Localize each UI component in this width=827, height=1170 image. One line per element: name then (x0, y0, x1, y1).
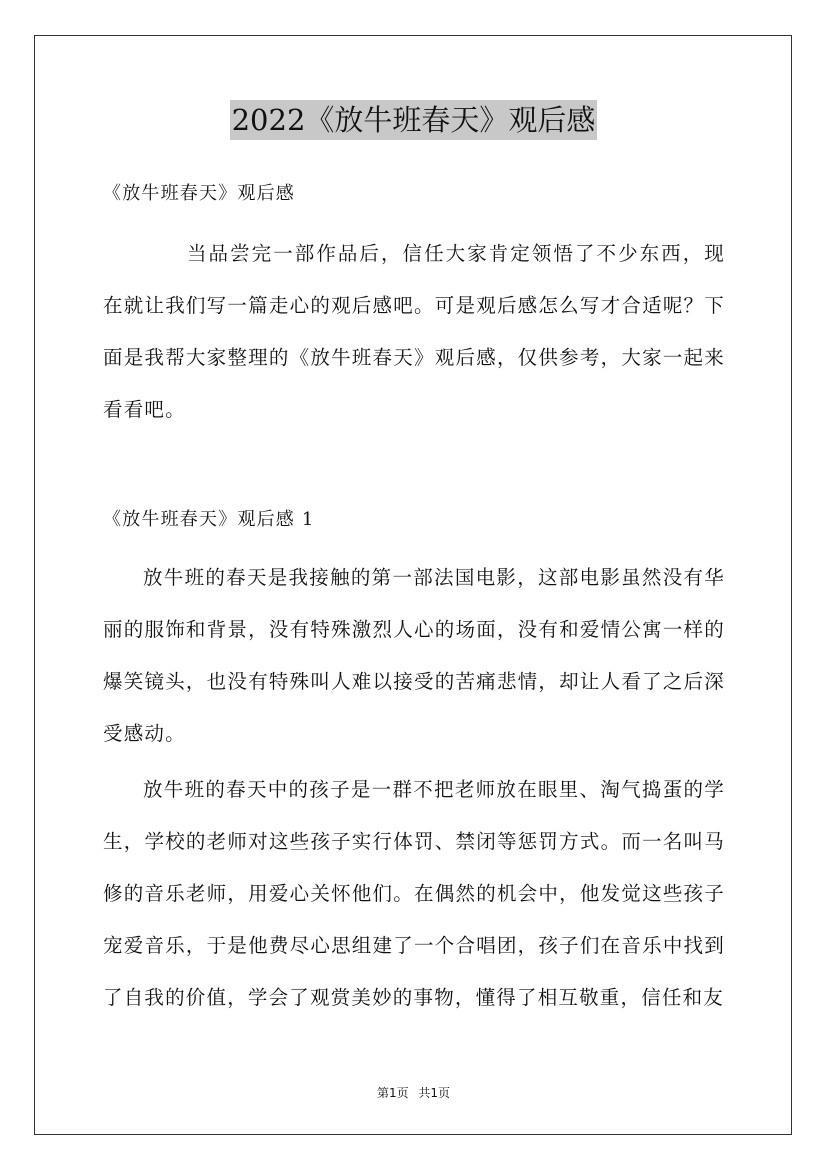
document-title: 2022《放牛班春天》观后感 (230, 100, 598, 140)
document-subtitle: 《放牛班春天》观后感 (103, 183, 295, 204)
page-number: 第1页 (376, 1086, 409, 1100)
body-paragraph-1: 放牛班的春天是我接触的第一部法国电影，这部电影虽然没有华丽的服饰和背景，没有特殊激烈人心的场面，没有和爱情公寓一样的爆笑镜头，也没有特殊叫人难以接受的苦痛悲情，却让人看了之后深受感动。 (103, 566, 725, 745)
page-total: 共1页 (418, 1086, 451, 1100)
title-container (0, 100, 827, 140)
body-paragraph-2: 放牛班的春天中的孩子是一群不把老师放在眼里、淘气捣蛋的学生，学校的老师对这些孩子实行体罚、禁闭等惩罚方式。而一名叫马修的音乐老师，用爱心关怀他们。在偶然的机会中，他发觉这些孩子宠爱音乐，于是他费尽心思组建了一个合唱团，孩子们在音乐中找到了自我的价值，学会了观赏美妙的事物，懂得了相互敬重，信任和友 (103, 778, 725, 1009)
intro-paragraph: 当品尝完一部作品后，信任大家肯定领悟了不少东西，现在就让我们写一篇走心的观后感吧。可是观后感怎么写才合适呢？下面是我帮大家整理的《放牛班春天》观后感，仅供参考，大家一起来看看吧。 (103, 242, 725, 421)
section-heading: 《放牛班春天》观后感 1 (103, 509, 315, 530)
page-footer (0, 1084, 827, 1101)
